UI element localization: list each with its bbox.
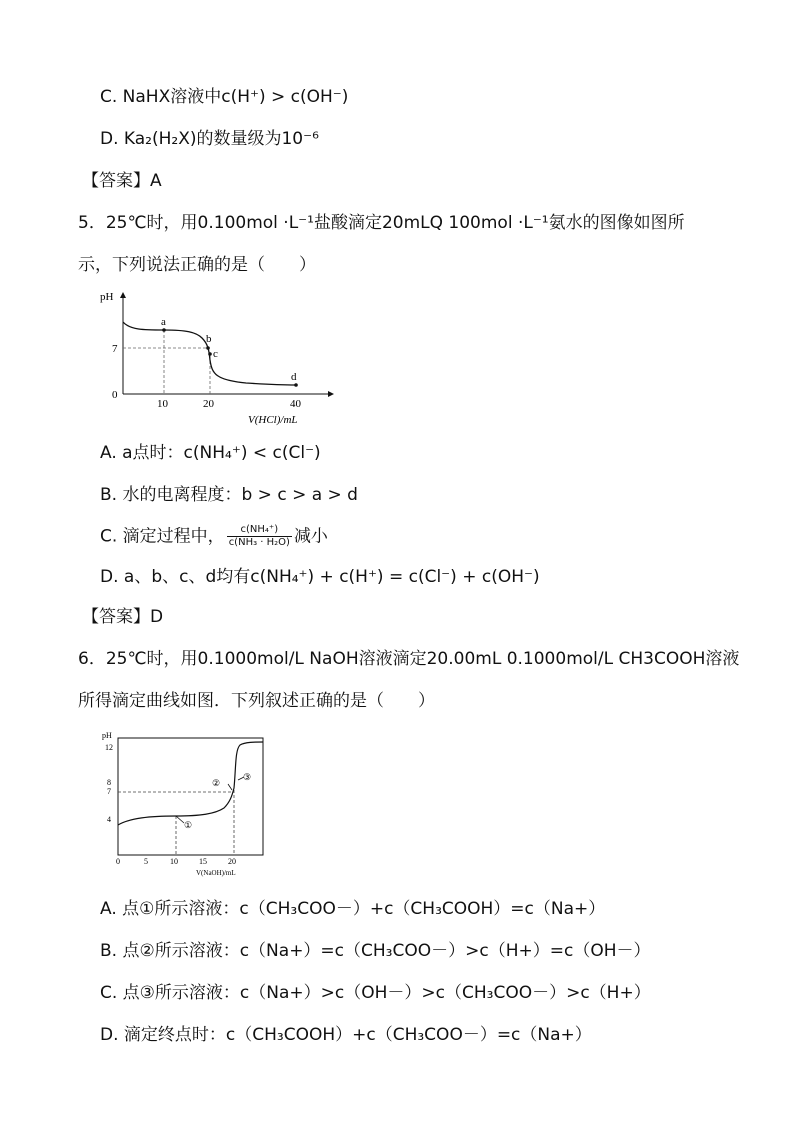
- q6-point-3-label: ③: [243, 772, 252, 782]
- q6-x-tick-15: 15: [199, 857, 207, 866]
- q5-stem-line1: 5．25℃时，用0.100mol ·L⁻¹盐酸滴定20mLQ 100mol ·L⁻¹氨水的图像如图所: [78, 213, 685, 233]
- q6-x-tick-10: 10: [170, 857, 178, 866]
- q4-option-c: C. NaHX溶液中c(H⁺) > c(OH⁻): [100, 87, 349, 107]
- q5-option-c-numerator: c(NH₄⁺): [227, 524, 292, 537]
- q6-point-1-label: ①: [184, 820, 193, 830]
- q5-option-b: B. 水的电离程度：b > c > a > d: [100, 485, 358, 505]
- q5-point-d: [294, 383, 298, 387]
- q6-stem-line2: 所得滴定曲线如图．下列叙述正确的是（ ）: [78, 691, 435, 711]
- q5-answer: 【答案】D: [82, 607, 164, 627]
- q6-y-tick-8: 8: [107, 778, 111, 787]
- q4-answer: 【答案】A: [82, 171, 162, 191]
- q5-x-tick-0: 0: [112, 389, 118, 401]
- q5-option-c-suffix: 减小: [293, 526, 328, 547]
- q6-y-tick-7: 7: [107, 787, 111, 796]
- q5-point-b: [206, 346, 210, 350]
- q5-option-c-denominator: c(NH₃ · H₂O): [228, 537, 290, 548]
- q5-x-tick-40: 40: [290, 398, 301, 410]
- q6-option-c: C. 点③所示溶液：c（Na+）>c（OH－）>c（CH₃COO－）>c（H+）: [100, 983, 651, 1003]
- q5-option-c-prefix: C. 滴定过程中，: [100, 526, 225, 547]
- q5-x-tick-10: 10: [157, 398, 168, 410]
- q6-y-axis-label: pH: [102, 731, 112, 740]
- q6-y-tick-12: 12: [105, 743, 113, 752]
- q6-option-a: A. 点①所示溶液：c（CH₃COO－）+c（CH₃COOH）=c（Na+）: [100, 899, 606, 919]
- q5-point-d-label: d: [291, 371, 297, 383]
- q6-option-b: B. 点②所示溶液：c（Na+）=c（CH₃COO－）>c（H+）=c（OH－）: [100, 941, 651, 961]
- q5-option-c: [100, 524, 328, 549]
- q6-x-tick-20: 20: [228, 857, 236, 866]
- q6-curve: [118, 742, 263, 825]
- q6-plot-frame: [118, 738, 263, 855]
- q5-point-c-label: c: [213, 348, 218, 360]
- q5-point-b-label: b: [206, 333, 212, 345]
- q4-option-d: D. Ka₂(H₂X)的数量级为10⁻⁶: [100, 129, 319, 149]
- q5-point-a-label: a: [161, 316, 166, 328]
- q6-x-axis-label: V(NaOH)/mL: [196, 869, 236, 877]
- q5-titration-chart: [96, 282, 346, 432]
- q6-x-tick-0: 0: [116, 857, 120, 866]
- q5-stem-line2: 示，下列说法正确的是（ ）: [78, 255, 316, 275]
- q5-y-axis-label: pH: [100, 291, 114, 303]
- q6-titration-chart: [100, 728, 270, 880]
- q5-x-axis-label: V(HCl)/mL: [248, 414, 298, 426]
- q6-option-d: D. 滴定终点时：c（CH₃COOH）+c（CH₃COO－）=c（Na+）: [100, 1025, 592, 1045]
- q6-stem-line1: 6．25℃时，用0.1000mol/L NaOH溶液滴定20.00mL 0.1000mol/L CH3COOH溶液: [78, 649, 740, 669]
- q6-x-tick-5: 5: [144, 857, 148, 866]
- q5-point-a: [162, 328, 166, 332]
- q5-x-tick-20: 20: [203, 398, 214, 410]
- q5-y-tick-7: 7: [112, 343, 118, 355]
- q5-point-c: [208, 352, 212, 356]
- q6-y-tick-4: 4: [107, 815, 111, 824]
- q5-option-a: A. a点时：c(NH₄⁺) < c(Cl⁻): [100, 443, 321, 463]
- q5-option-d: D. a、b、c、d均有c(NH₄⁺) + c(H⁺) = c(Cl⁻) + c(OH⁻): [100, 567, 540, 587]
- q5-option-c-fraction: [227, 524, 292, 549]
- q6-point-2-label: ②: [212, 778, 221, 788]
